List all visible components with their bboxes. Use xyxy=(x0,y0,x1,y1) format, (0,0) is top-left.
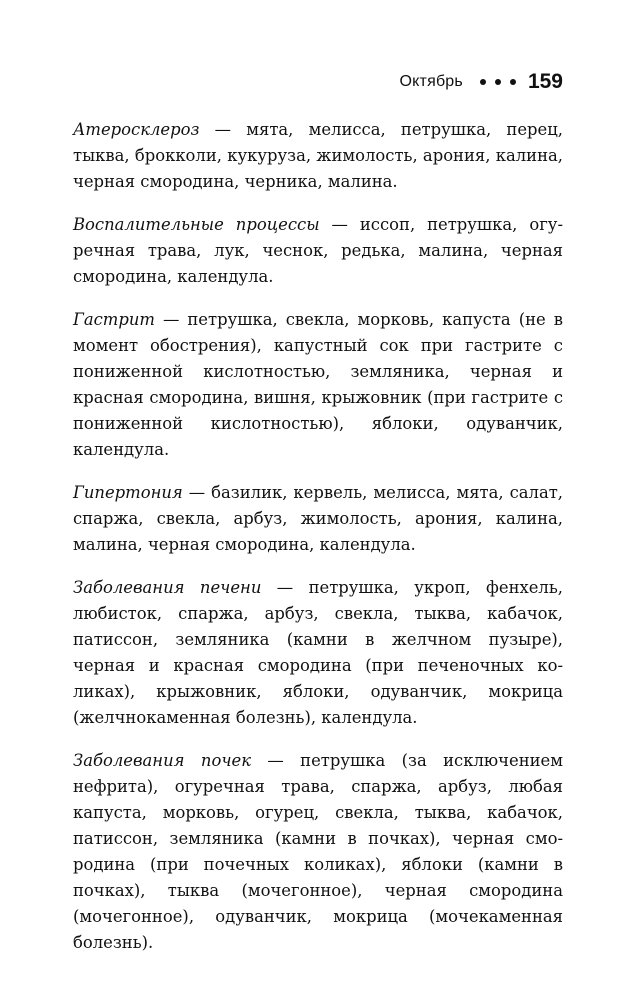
page-header xyxy=(400,70,563,94)
entry-text: — базилик, кервель, мелисса, мята, салат, спаржа, свекла, арбуз, жимолость, арония, калина, малина, черная смородина, календула. xyxy=(73,483,563,554)
entry-text: — петрушка, свекла, морковь, капуста (не в момент обострения), капустный сок при гастрите с пониженной кислотностью, земляника, черная и красная смородина, вишня, крыжовник (при гастрите с пониженной кислотностью), яблоки, одуванчик, календула. xyxy=(73,310,563,459)
entry-term: Гипертония xyxy=(73,483,183,502)
entry-term: Гастрит xyxy=(73,310,155,329)
dot-icon xyxy=(495,79,501,85)
entry-term: Заболевания почек xyxy=(73,751,252,770)
entry-term: Заболевания печени xyxy=(73,578,262,597)
entry-text: — петрушка (за исключением нефрита), огуречная трава, спаржа, арбуз, любая капуста, морковь, огурец, свекла, тыква, кабачок, патиссон, земляника (камни в почках), черная смородина (при почечных коликах), яблоки (камни в почках), тыква (мочегонное), черная смородина (мочегонное), одуванчик, мокрица (мочекаменная болезнь). xyxy=(73,751,563,952)
entry-inflammation xyxy=(73,212,563,290)
header-dots-ornament xyxy=(480,79,516,85)
entry-term: Воспалительные процессы xyxy=(73,215,320,234)
page-number: 159 xyxy=(527,70,563,93)
entry-gastritis xyxy=(73,307,563,463)
entry-term: Атеросклероз xyxy=(73,120,200,139)
dot-icon xyxy=(480,79,486,85)
page-content xyxy=(73,117,563,973)
entry-text: — петрушка, укроп, фенхель, любисток, спаржа, арбуз, свекла, тыква, кабачок, патиссон, земляника (камни в желчном пузыре), черная и красная смородина (при печеночных коликах), крыжовник, яблоки, одуванчик, мокрица (желчнокаменная болезнь), календула. xyxy=(73,578,563,727)
dot-icon xyxy=(510,79,516,85)
entry-atherosclerosis xyxy=(73,117,563,195)
entry-liver-diseases xyxy=(73,575,563,731)
entry-text: — мята, мелисса, петрушка, перец, тыква, брокколи, кукуруза, жимолость, арония, калина, черная смородина, черника, малина. xyxy=(73,120,563,191)
entry-hypertension xyxy=(73,480,563,558)
entry-kidney-diseases xyxy=(73,748,563,956)
entry-text: — иссоп, петрушка, огуречная трава, лук, чеснок, редька, малина, черная смородина, календула. xyxy=(73,215,563,286)
running-header-month: Октябрь xyxy=(399,73,463,90)
